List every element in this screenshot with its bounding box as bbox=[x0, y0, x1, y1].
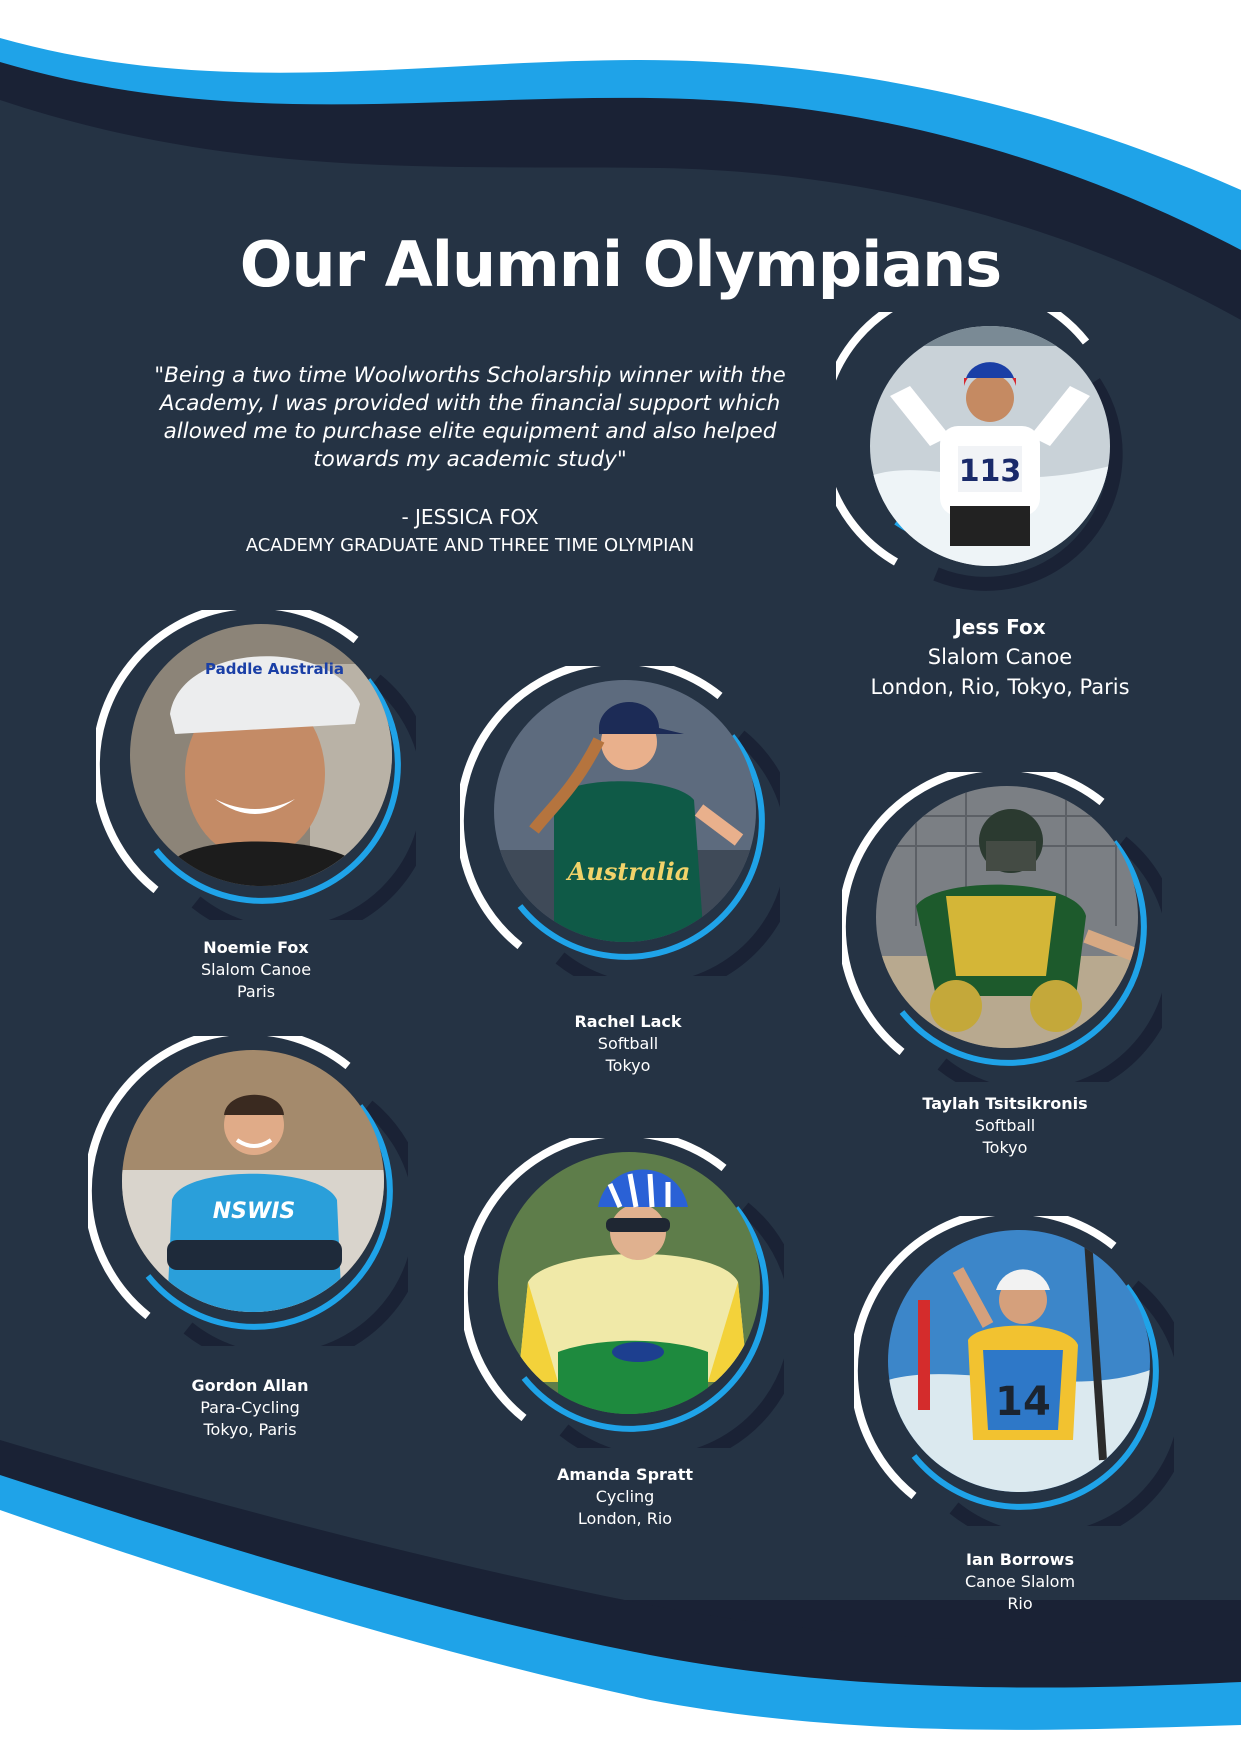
athlete-name: Jess Fox bbox=[954, 615, 1046, 639]
athlete-sport: Para-Cycling bbox=[200, 1398, 300, 1417]
athlete-caption-gordon-allan bbox=[150, 1374, 350, 1441]
road-cyclist-image bbox=[498, 1152, 760, 1414]
cyclist-portrait-image bbox=[122, 1050, 384, 1312]
athlete-name: Noemie Fox bbox=[203, 938, 309, 957]
noemie-fox-photo bbox=[130, 624, 392, 886]
page-title: Our Alumni Olympians bbox=[239, 228, 1002, 301]
athlete-games: Tokyo bbox=[982, 1138, 1028, 1157]
athlete-caption-noemie-fox bbox=[156, 936, 356, 1003]
jersey-text: Australia bbox=[567, 857, 691, 886]
athlete-photo-jess-fox bbox=[836, 312, 1136, 592]
taylah-tsitsikronis-photo bbox=[876, 786, 1138, 1048]
athlete-name: Ian Borrows bbox=[966, 1550, 1074, 1569]
athlete-name: Taylah Tsitsikronis bbox=[922, 1094, 1088, 1113]
quote-attribution-name: - JESSICA FOX bbox=[401, 505, 539, 529]
canoe-slalom-image bbox=[888, 1230, 1150, 1492]
athlete-games: Tokyo, Paris bbox=[203, 1420, 297, 1439]
athlete-sport: Slalom Canoe bbox=[200, 960, 312, 979]
softball-player-image bbox=[494, 680, 756, 942]
bib-number: 14 bbox=[995, 1379, 1051, 1425]
athlete-name: Gordon Allan bbox=[191, 1376, 309, 1395]
athlete-photo-taylah-tsitsikronis bbox=[842, 772, 1162, 1082]
bib-number: 113 bbox=[958, 454, 1022, 489]
athlete-photo-ian-borrows bbox=[854, 1216, 1174, 1526]
jess-fox-photo bbox=[870, 326, 1110, 566]
canoe-photo-image bbox=[870, 326, 1110, 566]
athlete-sport: Softball bbox=[597, 1034, 659, 1053]
athlete-photo-gordon-allan bbox=[88, 1036, 408, 1346]
athlete-caption-ian-borrows bbox=[920, 1548, 1120, 1615]
athlete-photo-amanda-spratt bbox=[464, 1138, 784, 1448]
rachel-lack-photo bbox=[494, 680, 756, 942]
athlete-sport: Softball bbox=[974, 1116, 1036, 1135]
ian-borrows-photo bbox=[888, 1230, 1150, 1492]
athlete-caption-amanda-spratt bbox=[525, 1463, 725, 1530]
catcher-image bbox=[876, 786, 1138, 1048]
athlete-sport: Cycling bbox=[595, 1487, 655, 1506]
athlete-games: Rio bbox=[1007, 1594, 1033, 1613]
athlete-name: Amanda Spratt bbox=[556, 1465, 694, 1484]
jersey-text: NSWIS bbox=[212, 1199, 296, 1224]
helmet-portrait-image bbox=[130, 624, 392, 886]
helmet-logo-text: Paddle Australia bbox=[205, 660, 345, 678]
testimonial-quote: "Being a two time Woolworths Scholarship winner with the Academy, I was provided with the financial support which allowed me to purchase elite equipment and also helped towards my academic study" bbox=[154, 363, 786, 472]
athlete-photo-rachel-lack bbox=[460, 666, 780, 976]
athlete-games: Paris bbox=[236, 982, 276, 1001]
athlete-games: London, Rio, Tokyo, Paris bbox=[870, 675, 1130, 699]
athlete-sport: Canoe Slalom bbox=[964, 1572, 1076, 1591]
quote-attribution-role: ACADEMY GRADUATE AND THREE TIME OLYMPIAN bbox=[245, 535, 695, 556]
athlete-photo-noemie-fox bbox=[96, 610, 416, 920]
athlete-caption-taylah-tsitsikronis bbox=[890, 1092, 1120, 1159]
athlete-sport: Slalom Canoe bbox=[927, 645, 1073, 669]
athlete-caption-rachel-lack bbox=[528, 1010, 728, 1077]
athlete-games: London, Rio bbox=[577, 1509, 673, 1528]
gordon-allan-photo bbox=[122, 1050, 384, 1312]
athlete-name: Rachel Lack bbox=[574, 1012, 682, 1031]
athlete-caption-jess-fox bbox=[840, 612, 1160, 702]
athlete-games: Tokyo bbox=[605, 1056, 651, 1075]
amanda-spratt-photo bbox=[498, 1152, 760, 1414]
